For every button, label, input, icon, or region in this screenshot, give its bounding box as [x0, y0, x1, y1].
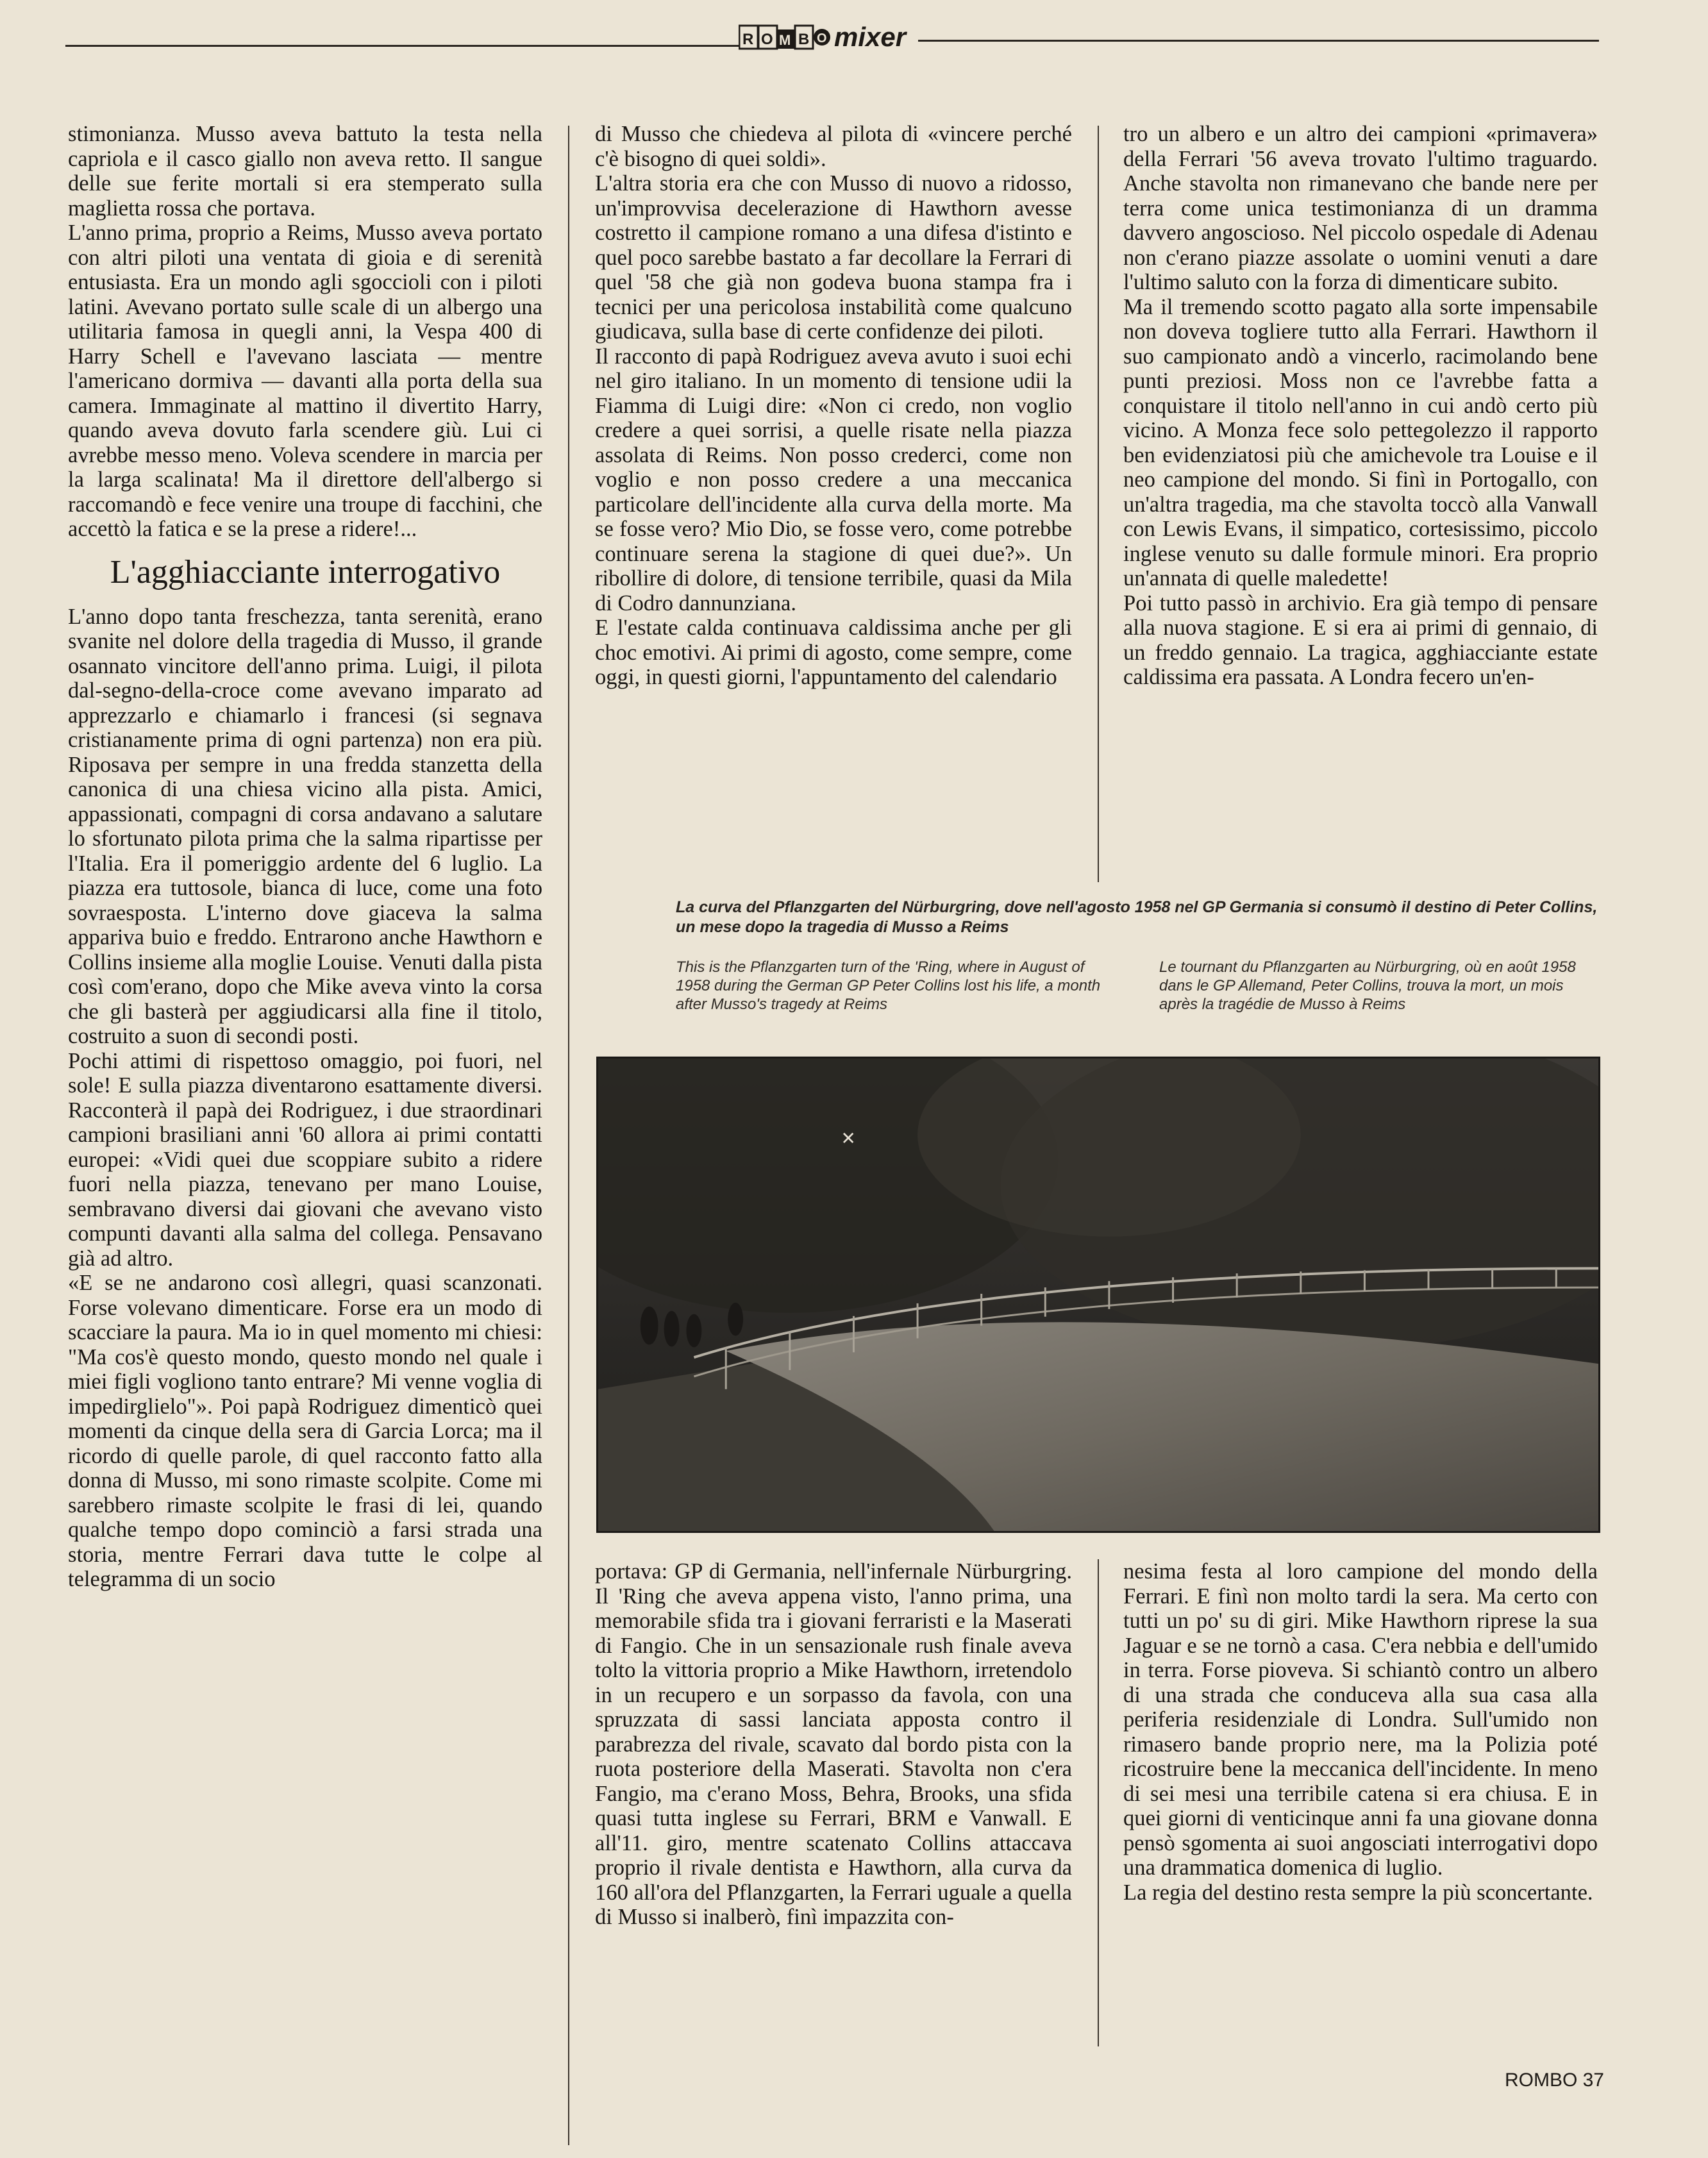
photo-caption-english: This is the Pflanzgarten turn of the 'Ring, where in August of 1958 during the German GP Peter Collins lost his life, a month after Musso's tragedy at Reims — [676, 958, 1101, 1013]
article-column-1 — [68, 122, 542, 1592]
svg-text:✕: ✕ — [841, 1127, 856, 1149]
article-column-2 — [595, 122, 1072, 690]
paragraph: La regia del destino resta sempre la più sconcertante. — [1123, 1880, 1593, 1905]
paragraph: E l'estate calda continuava caldissima anche per gli choc emotivi. Ai primi di agosto, come sempre, come oggi, in questi giorni, l'appuntamento del calendario — [595, 615, 1072, 689]
paragraph: tro un albero e un altro dei campioni «primavera» della Ferrari '56 aveva trovato l'ultimo traguardo. Anche stavolta non rimanevano che bande nere per terra come unica testimonianza di un dramma davvero angoscioso. Nel piccolo ospedale di Adenau non c'erano piazze assolate o uomini venuti a dare l'ultimo saluto con la forza di dimenticare subito. — [1123, 122, 1598, 294]
article-column-2-bottom — [595, 1559, 1072, 1930]
rombo-logo — [739, 23, 832, 51]
paragraph: portava: GP di Germania, nell'infernale Nürburgring. Il 'Ring che aveva appena visto, l'anno prima, una memorabile sfida tra i giovani ferraristi e la Maserati di Fangio. Che in un sensazionale rush finale aveva tolto la vittoria proprio a Mike Hawthorn, irretendolo in un recupero e un sorpasso da favola, con una spruzzata di sassi lanciata apposta contro il parabrezza del rivale, scavato dal bordo pista con la ruota posteriore della Maserati. Stavolta non c'era Fangio, ma c'erano Moss, Behra, Brooks, una sfida quasi tutta inglese su Ferrari, BRM e Vanwall. E all'11. giro, mentre scatenato Collins attaccava proprio il rivale dentista e Hawthorn, alla curva da 160 all'ora del Pflanzgarten, la Ferrari uguale a quella di Musso si inalberò, finì impazzita con- — [595, 1559, 1072, 1929]
paragraph: «E se ne andarono così allegri, quasi scanzonati. Forse volevano dimenticare. Forse era un modo di scacciare la paura. Ma io in quel momento mi chiesi: "Ma cos'è questo mondo, questo mondo nel quale i miei figli vogliono tanto entrare? Mi venne voglia di impedirglielo"». Poi papà Rodriguez dimenticò quei momenti da cinque della sera di Garcia Lorca; ma il ricordo di quelle parole, di quel racconto fatto alla donna di Musso, mi sono rimaste scolpite. Come mi sarebbero rimaste scolpite le frasi di lei, quando qualche tempo dopo cominciò a farsi strada una storia, mentre Ferrari dava tutte le colpe al telegramma di un socio — [68, 1271, 542, 1591]
header-rule-left — [65, 45, 739, 47]
paragraph: di Musso che chiedeva al pilota di «vincere perché c'è bisogno di quei soldi». — [595, 122, 1072, 171]
svg-text:O: O — [817, 31, 827, 46]
paragraph: L'altra storia era che con Musso di nuovo a ridosso, un'improvvisa decelerazione di Hawthorn avesse costretto il campione romano a una difesa d'istinto e quel poco sarebbe bastato a far decollare la Ferrari di quel '58 che già non godeva buona stampa fra i tecnici per una pericolosa instabilità come qualcuno giudicava, sulla base di certe confidenze dei piloti. — [595, 171, 1072, 344]
svg-text:B: B — [798, 31, 810, 48]
header-rule-right — [918, 40, 1599, 42]
paragraph: Pochi attimi di rispettoso omaggio, poi fuori, nel sole! E sulla piazza diventarono esattamente diversi. Racconterà il papà dei Rodriguez, i due straordinari campioni brasiliani anni '60 allora ai primi contatti europei: «Vidi quei due scoppiare subito a ridere fuori nella piazza, tenevano per mano Louise, sembravano diversi dai giovani che avevano visto compunti davanti alla salma del collega. Pensavano già ad altro. — [68, 1048, 542, 1271]
page-number: ROMBO 37 — [1504, 2070, 1604, 2091]
article-column-3 — [1123, 122, 1598, 690]
svg-text:M: M — [779, 32, 791, 48]
svg-text:O: O — [761, 31, 773, 48]
paragraph: L'anno dopo tanta freschezza, tanta serenità, erano svanite nel dolore della tragedia di Musso, il grande osannato vincitore dell'anno prima. Luigi, il pilota dal-segno-della-croce come avevano imparato ad apprezzarlo e chiamarlo i francesi (si segnava cristianamente prima di ogni partenza) non era più. Riposava per sempre in una fredda stanzetta della canonica di una chiesa vicino alla pista. Amici, appassionati, compagni di corsa andavano a salutare lo sfortunato pilota prima che la salma ripartisse per l'Italia. Era il pomeriggio ardente del 6 luglio. La piazza era tuttosole, bianca di luce, come una foto sovraesposta. L'interno dove giaceva la salma appariva buio e freddo. Entrarono anche Hawthorn e Collins insieme alla moglie Louise. Venuti dalla pista così com'erano, dopo che Mike aveva vinto la corsa che gli basterà per aggiudicarsi alla fine il titolo, costruito a suon di secondi posti. — [68, 604, 542, 1048]
column-rule-1 — [568, 126, 569, 2145]
column-rule-2-top — [1098, 126, 1099, 882]
paragraph: Ma il tremendo scotto pagato alla sorte impensabile non doveva togliere tutto alla Ferrari. Hawthorn il suo campionato andò a vincerlo, racimolando bene punti preziosi. Moss non ce l'avrebbe fatta a conquistare il titolo nell'anno in cui andò certo più vicino. A Monza fece solo pettegolezzo il rapporto ben evidenziatosi più che amichevole tra Louise e il neo campione del mondo. Si finì in Portogallo, con un'altra tragedia, ma che stavolta toccò alla Vanwall con Lewis Evans, il simpatico, cortesissimo, piccolo inglese venuto su dalle formule minori. Era proprio un'annata di quelle maledette! — [1123, 294, 1598, 590]
pflanzgarten-photo — [596, 1057, 1600, 1533]
photo-caption-italian: La curva del Pflanzgarten del Nürburgring, dove nell'agosto 1958 nel GP Germania si consumò il destino di Peter Collins, un mese dopo la tragedia di Musso a Reims — [676, 898, 1598, 936]
svg-text:R: R — [742, 31, 754, 48]
paragraph: L'anno prima, proprio a Reims, Musso aveva portato con altri piloti una ventata di gioia e di serenità entusiasta. Era un mondo agli sgoccioli con i piloti latini. Avevano portato sulle scale di un albergo una utilitaria famosa in quegli anni, la Vespa 400 di Harry Schell e l'avevano lasciata — mentre l'americano dormiva — davanti alla porta della sua camera. Immaginate al mattino il divertito Harry, quando aveva dovuto farla scendere giù. Lui ci avrebbe messo meno. Voleva scendere in marcia per la larga scalinata! Ma il direttore dell'albergo si raccomandò e fece venire una troupe di facchini, che accettò la fatica e se la prese a ridere!... — [68, 221, 542, 541]
paragraph: stimonianza. Musso aveva battuto la testa nella capriola e il casco giallo non aveva retto. Il sangue delle sue ferite mortali si era stemperato sulla maglietta rossa che portava. — [68, 122, 542, 221]
article-column-3-bottom — [1123, 1559, 1598, 1905]
header-logo — [739, 19, 918, 55]
paragraph: Il racconto di papà Rodriguez aveva avuto i suoi echi nel giro italiano. In un momento di tensione udii la Fiamma di Luigi dire: «Non ci credo, non voglio credere a quei sorrisi, a quelle risate nella piazza assolata di Reims. Non posso crederci, come non voglio e non posso credere a una meccanica particolare dell'incidente alla curva della morte. Ma se fosse vero? Mio Dio, se fosse vero, come potrebbe continuare serena la stagione di quei due?». Un ribollire di dolore, di tensione terribile, quasi da Mila di Codro dannunziana. — [595, 344, 1072, 615]
column-rule-2-bottom — [1098, 1559, 1099, 2046]
subheading: L'agghiacciante interrogativo — [110, 553, 501, 590]
paragraph: nesima festa al loro campione del mondo della Ferrari. E finì non molto tardi la sera. Ma certo con tutti un po' su di giri. Mike Hawthorn riprese la sua Jaguar e se ne tornò a casa. C'era nebbia e dell'umido in terra. Forse pioveva. Si schiantò contro un albero di una strada che conduceva alla sua casa alla periferia residenziale di Londra. Sull'umido non rimasero bande proprio nere, ma la Polizia poté ricostruire bene la meccanica dell'incidente. In meno di sei mesi una terribile catena si era chiusa. E in quei giorni di venticinque anni fa una giovane donna pensò sgomenta ai suoi angosciati interrogativi dopo una drammatica domenica di luglio. — [1123, 1559, 1598, 1880]
photo-caption-french: Le tournant du Pflanzgarten au Nürburgring, où en août 1958 dans le GP Allemand, Peter Collins, trouva la mort, un mois après la tragédie de Musso à Reims — [1159, 958, 1576, 1013]
paragraph: Poi tutto passò in archivio. Era già tempo di pensare alla nuova stagione. E si era ai primi di gennaio, di un freddo gennaio. La tragica, agghiacciante estate caldissima era passata. A Londra fecero un'en- — [1123, 590, 1598, 689]
section-name: mixer — [834, 22, 907, 52]
